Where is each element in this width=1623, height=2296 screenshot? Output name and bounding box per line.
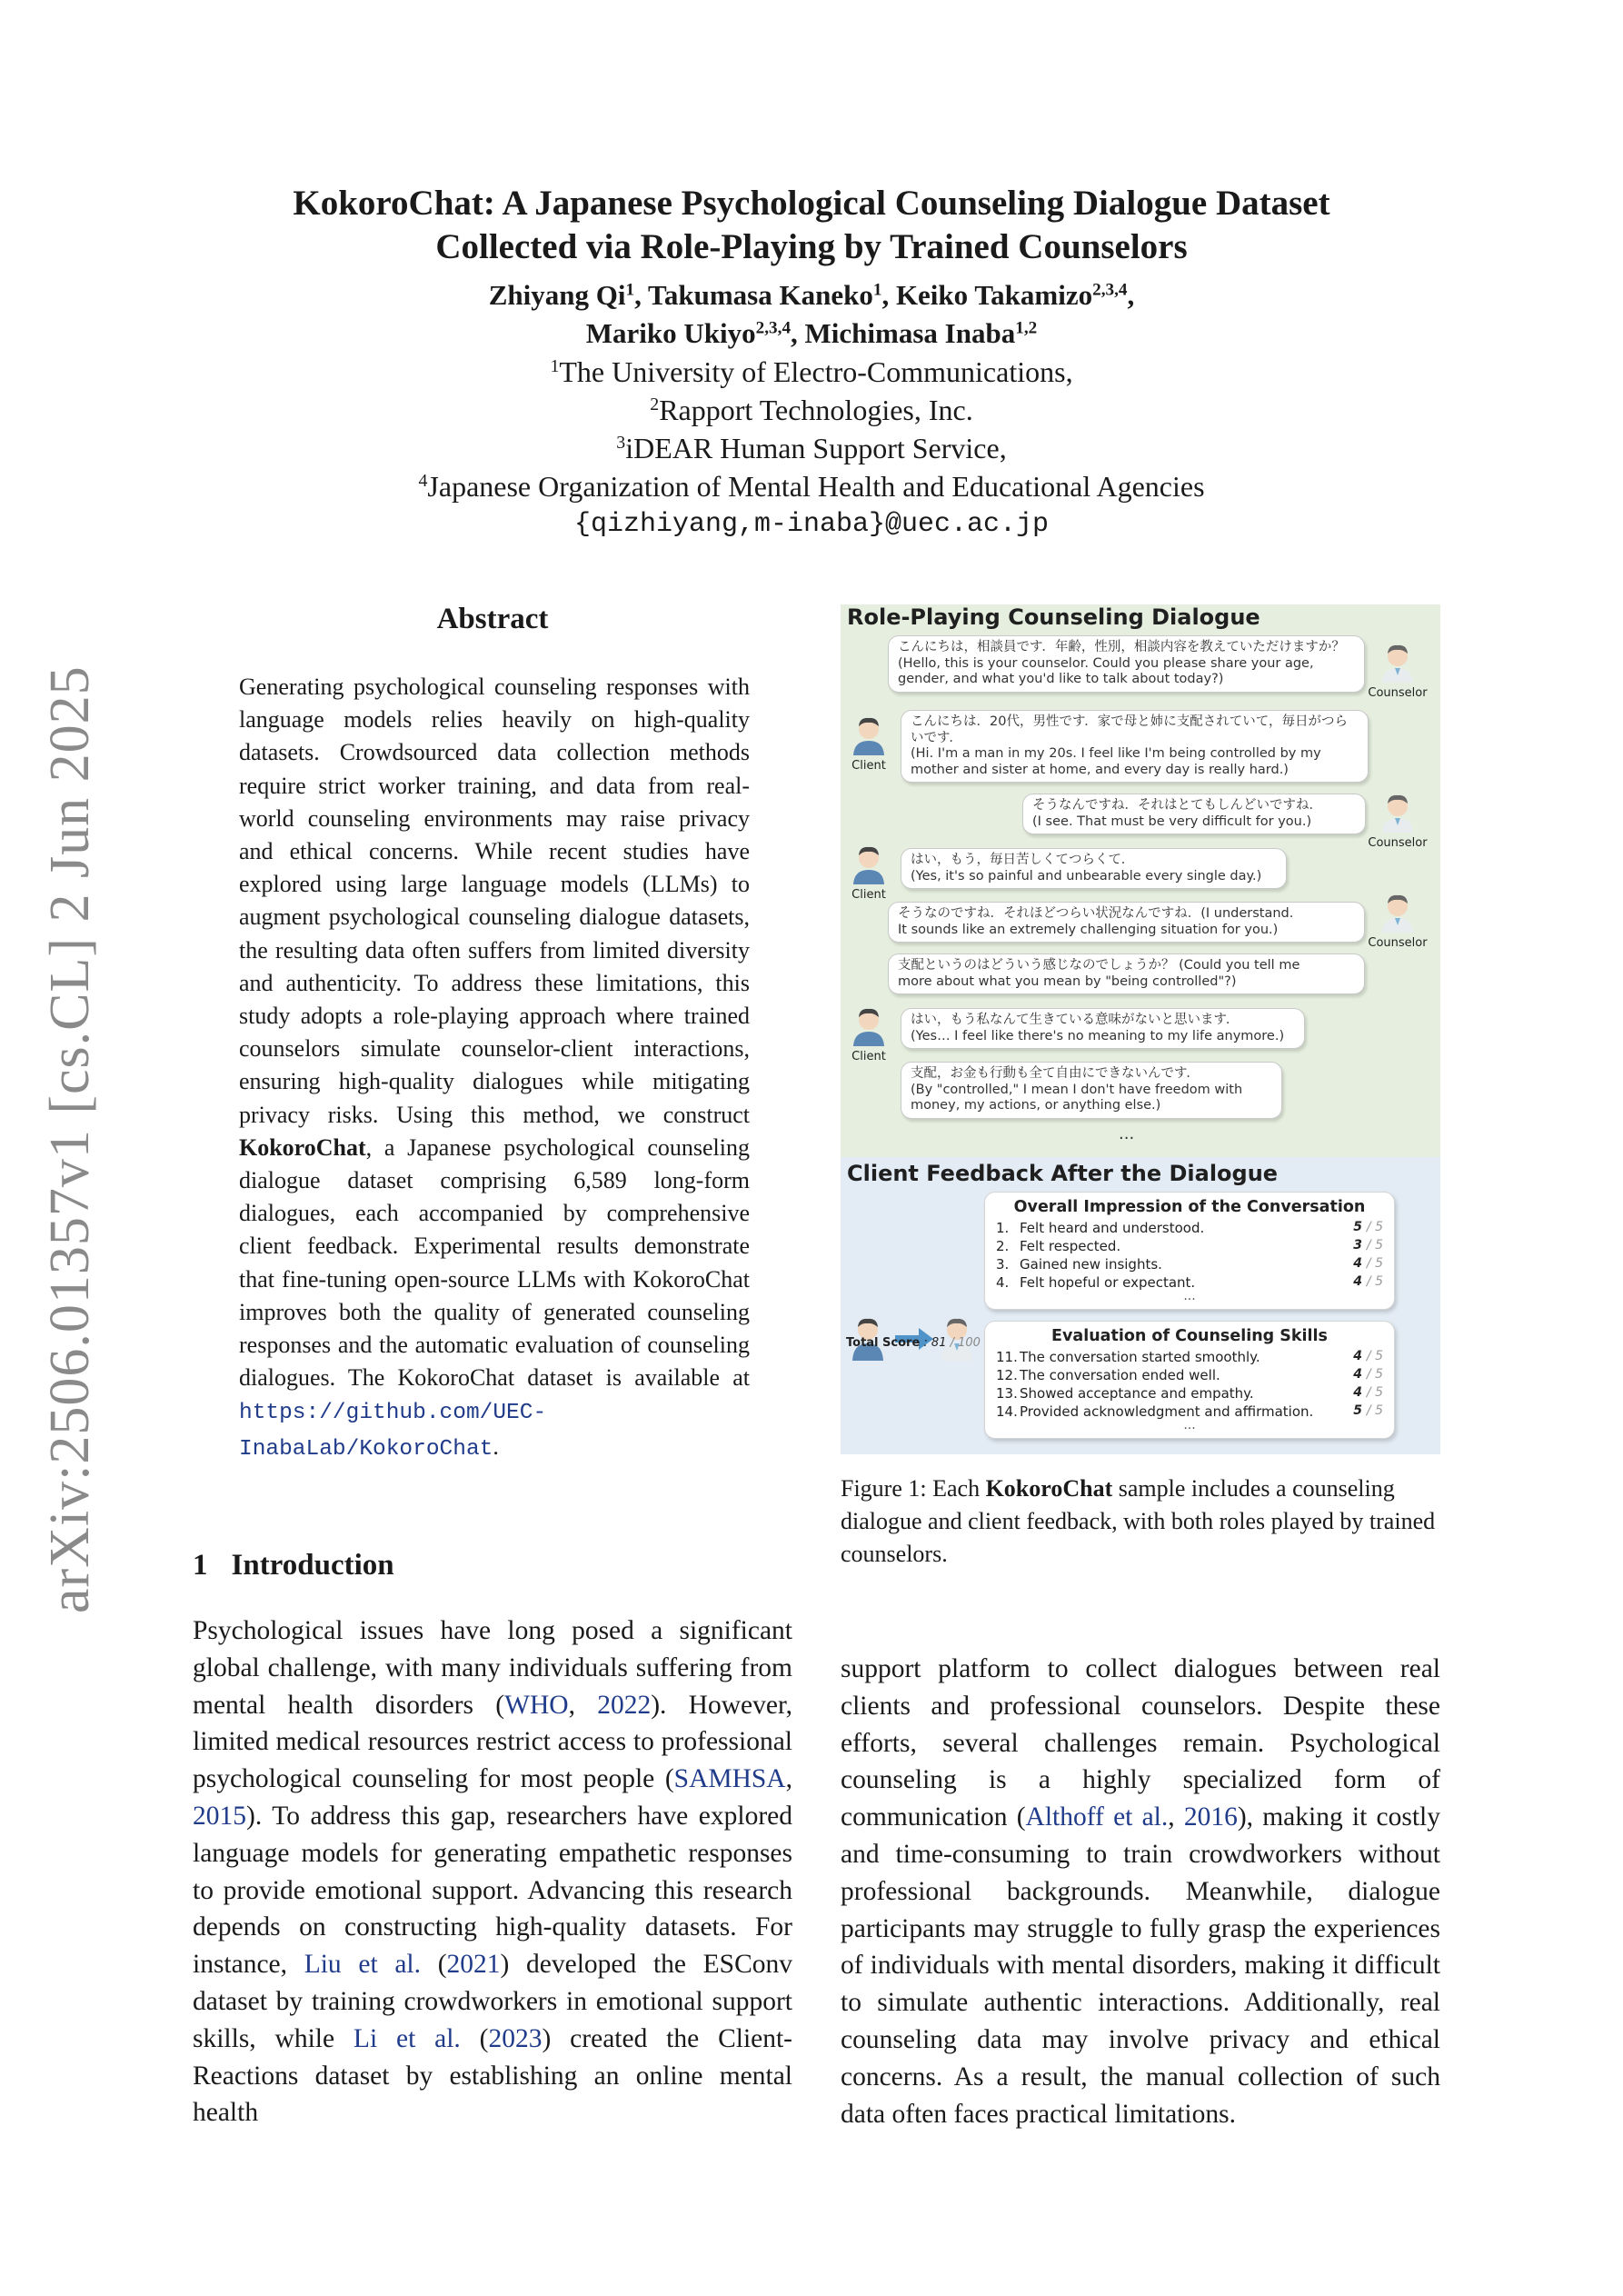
rating-row: 11. The conversation started smoothly. 4 / 5 [996, 1349, 1383, 1365]
citation-link[interactable]: 2022 [597, 1690, 652, 1720]
affiliation: $^2$Rapport Technologies, Inc. [650, 394, 973, 426]
client-label: Client [851, 888, 886, 902]
rating-row: 3. Gained new insights. 4 / 5 [996, 1256, 1383, 1273]
author-name: Michimasa Inaba [804, 317, 1016, 349]
affiliation: $^4$Japanese Organization of Mental Health and Educational Agencies [418, 470, 1205, 503]
client-label: Client [851, 759, 886, 773]
author-name: Mariko Ukiyo [585, 317, 756, 349]
impression-title: Overall Impression of the Conversation [1013, 1198, 1366, 1216]
client-label: Client [851, 1050, 886, 1063]
counselor-avatar-icon [1377, 891, 1419, 933]
figure-caption: Figure 1: Each KokoroChat sample includes a counseling dialogue and client feedback, with both roles played by trained counselors. [841, 1475, 1436, 1567]
rating-row: 2. Felt respected. 3 / 5 [996, 1238, 1383, 1254]
citation-link[interactable]: 2021 [446, 1950, 501, 1980]
github-link[interactable]: https://github.com/UEC-InabaLab/KokoroChat [239, 1401, 547, 1462]
client-avatar-icon [848, 1004, 890, 1046]
dialogue-ellipsis: ... [1119, 1124, 1135, 1143]
arxiv-identifier: arXiv:2506.01357v1 [cs.CL] 2 Jun 2025 [39, 665, 101, 1613]
title-line-2: Collected via Role-Playing by Trained Counselors [435, 227, 1188, 266]
affiliation: $^1$The University of Electro-Communications, [550, 355, 1073, 388]
rating-row: 14. Provided acknowledgment and affirmation. 5 / 5 [996, 1403, 1383, 1420]
title-line-1: KokoroChat: A Japanese Psychological Counseling Dialogue Dataset [293, 184, 1330, 223]
counselor-avatar-icon [1377, 791, 1419, 833]
feedback-panel [841, 1157, 1440, 1454]
client-message: 支配，お金も行動も全て自由にできないんです． (By "controlled," I mean I don't have freedom with money, my actions, or anything else.) [901, 1062, 1282, 1119]
client-message: はい，もう私なんて生きている意味がないと思います． (Yes… I feel like there's no meaning to my life anymore.) [901, 1008, 1305, 1049]
card-ellipsis: ... [1183, 1418, 1196, 1433]
dialogue-panel-heading: Role-Playing Counseling Dialogue [847, 604, 1260, 630]
author-name: Takumasa Kaneko [648, 279, 873, 311]
citation-link[interactable]: 2015 [193, 1801, 246, 1831]
counselor-message: こんにちは，相談員です．年齢，性別，相談内容を教えていただけますか？ (Hello, this is your counselor. Could you please share your age, gender, and what you'd like to talk about today?) [888, 635, 1365, 693]
abstract-heading: Abstract [436, 603, 549, 635]
figure-1 [841, 604, 1440, 1454]
citation-link[interactable]: WHO [504, 1690, 569, 1720]
citation-link[interactable]: SAMHSA [673, 1764, 786, 1794]
paper-title [0, 182, 1623, 269]
rating-row: 1. Felt heard and understood. 5 / 5 [996, 1220, 1383, 1236]
citation-link[interactable]: Li et al. [353, 2023, 461, 2053]
total-score: Total Score : 81 / 100 [846, 1336, 981, 1350]
affiliation: $^3$iDEAR Human Support Service, [616, 432, 1007, 464]
client-message: こんにちは．20代，男性です．家で母と姉に支配されていて，毎日がつらいです． (Hi. I'm a man in my 20s. I feel like I'm being controlled by my mother and sister at home, and every day is really hard.) [901, 710, 1369, 783]
client-message: はい，もう，毎日苦しくてつらくて． (Yes, it's so painful and unbearable every single day.) [901, 848, 1287, 889]
citation-link[interactable]: Liu et al. [304, 1950, 422, 1980]
paper-header [0, 182, 1623, 544]
abstract-body: Generating psychological counseling responses with language models relies heavily on high-quality datasets. Crowdsourced data collection methods require strict worker training, and data from real-world counseling environments may raise privacy and ethical concerns. While recent studies have explored using large language models (LLMs) to augment psychological counseling dialogue datasets, the resulting data often suffers from limited diversity and authenticity. To address these limitations, this study adopts a role-playing approach where trained counselors simulate counselor-client interactions, ensuring high-quality dialogues while mitigating privacy risks. Using this method, we construct KokoroChat, a Japanese psychological counseling dialogue dataset comprising 6,589 long-form dialogues, each accompanied by comprehensive client feedback. Experimental results demonstrate that fine-tuning open-source LLMs with KokoroChat improves both the quality of generated counseling responses and the automatic evaluation of counseling dialogues. The KokoroChat dataset is available at https://github.com/UEC-InabaLab/KokoroChat. [239, 674, 750, 1462]
feedback-panel-heading: Client Feedback After the Dialogue [847, 1161, 1279, 1186]
citation-link[interactable]: 2016 [1183, 1802, 1238, 1832]
skills-title: Evaluation of Counseling Skills [1051, 1327, 1328, 1345]
client-avatar-icon [848, 714, 890, 755]
counselor-message: 支配というのはどういう感じなのでしょうか？ (Could you tell me more about what you mean by "being controlled"?) [888, 953, 1365, 994]
rating-row: 12. The conversation ended well. 4 / 5 [996, 1367, 1383, 1383]
client-avatar-icon [848, 843, 890, 884]
dataset-name: KokoroChat [239, 1133, 366, 1161]
skills-card [984, 1321, 1395, 1439]
author-name: Zhiyang Qi [488, 279, 626, 311]
counselor-message: そうなんですね．それはとてもしんどいですね． (I see. That must be very difficult for you.) [1022, 794, 1366, 834]
counselor-label: Counselor [1368, 686, 1428, 700]
counselor-label: Counselor [1368, 836, 1428, 850]
citation-link[interactable]: 2023 [488, 2023, 543, 2053]
author-name: Keiko Takamizo [895, 279, 1093, 311]
author-list: Zhiyang Qi$^1$, Takumasa Kaneko$^1$, Keiko Takamizo$^{2,3,4}$, Mariko Ukiyo$^{2,3,4}$, Michimasa Inaba$^{1,2}$ [488, 279, 1135, 349]
intro-paragraph-left: Psychological issues have long posed a significant global challenge, with many individuals suffering from mental health disorders (WHO, 2022). However, limited medical resources restrict access to professional psychological counseling for most people (SAMHSA, 2015). To address this gap, researchers have explored language models for generating empathetic responses to provide emotional support. Advancing this research depends on constructing high-quality datasets. For instance, Liu et al. (2021) developed the ESConv dataset by training crowdworkers in emotional support skills, while Li et al. (2023) created the Client-Reactions dataset by establishing an online mental health [193, 1616, 793, 2128]
citation-link[interactable]: Althoff et al. [1025, 1802, 1169, 1832]
section-heading: 1 Introduction [193, 1549, 394, 1582]
counselor-avatar-icon [1377, 641, 1419, 683]
counselor-label: Counselor [1368, 936, 1428, 950]
contact-email[interactable]: {qizhiyang,m-inaba}@uec.ac.jp [573, 509, 1050, 540]
rating-row: 13. Showed acceptance and empathy. 4 / 5 [996, 1385, 1383, 1402]
counselor-message: そうなのですね．それほどつらい状況なんですね．(I understand. It sounds like an extremely challenging situation for you.) [888, 902, 1365, 943]
rating-row: 4. Felt hopeful or expectant. 4 / 5 [996, 1274, 1383, 1291]
dialogue-panel [841, 604, 1440, 1157]
card-ellipsis: ... [1183, 1289, 1196, 1303]
impression-card [984, 1192, 1395, 1310]
intro-paragraph-right: support platform to collect dialogues between real clients and professional counselors. Despite these efforts, several challenges remain. Psychological counseling is a highly specialized form of communication (Althoff et al., 2016), making it costly and time-consuming to train crowdworkers without professional backgrounds. Meanwhile, dialogue participants may struggle to fully grasp the experiences of individuals with mental disorders, making it difficult to simulate authentic interactions. Additionally, real counseling data may involve privacy and ethical concerns. As a result, the manual collection of such data often faces practical limitations. [841, 1654, 1440, 2129]
